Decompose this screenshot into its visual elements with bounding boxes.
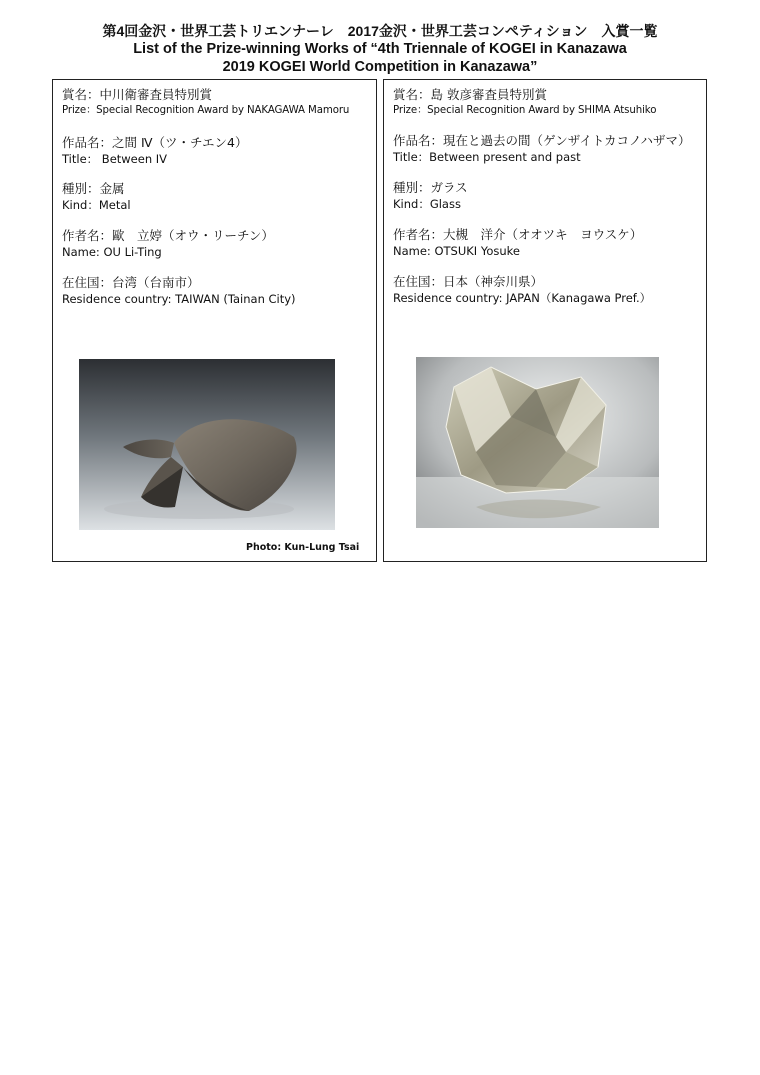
kind-en: Kind：Glass xyxy=(393,197,461,211)
residence-jp: 在住国：日本（神奈川県） xyxy=(393,274,544,289)
kind-field xyxy=(393,180,702,212)
residence-field xyxy=(62,275,372,307)
prize-jp: 賞名：中川衛審査員特別賞 xyxy=(62,87,213,102)
artwork-photo-glass-sculpture xyxy=(416,357,659,528)
artist-name-field xyxy=(393,227,702,259)
residence-field xyxy=(393,274,702,306)
kind-jp: 種別：ガラス xyxy=(393,180,468,195)
title-field xyxy=(62,135,372,167)
page-header xyxy=(0,22,760,76)
prize-en: Prize：Special Recognition Award by SHIMA Atsuhiko xyxy=(393,105,657,116)
header-title-en-line1: List of the Prize-winning Works of “4th Triennale of KOGEI in Kanazawa xyxy=(133,41,627,57)
artist-name-jp: 作者名：歐 立婷（オウ・リーチン） xyxy=(62,228,274,243)
entry-card-otsuki-yosuke xyxy=(383,79,707,562)
residence-en: Residence country: JAPAN（Kanagawa Pref.） xyxy=(393,291,652,305)
prize-en: Prize：Special Recognition Award by NAKAGAWA Mamoru xyxy=(62,105,350,116)
artist-name-en: Name: OU Li-Ting xyxy=(62,245,162,259)
artist-name-field xyxy=(62,228,372,260)
kind-jp: 種別：金属 xyxy=(62,181,125,196)
entry-card-ou-li-ting xyxy=(52,79,377,562)
title-field xyxy=(393,133,702,165)
residence-jp: 在住国：台湾（台南市） xyxy=(62,275,200,290)
artist-name-jp: 作者名：大槻 洋介（オオツキ ヨウスケ） xyxy=(393,227,643,242)
header-title-jp: 第4回金沢・世界工芸トリエンナーレ 2017金沢・世界工芸コンペティション 入賞一覧 xyxy=(102,23,658,39)
prize-jp: 賞名：島 敦彦審査員特別賞 xyxy=(393,87,547,102)
title-en: Title：Between present and past xyxy=(393,150,581,164)
title-jp: 作品名：現在と過去の間（ゲンザイトカコノハザマ） xyxy=(393,133,691,148)
artwork-photo-metal-sculpture xyxy=(79,359,335,530)
title-jp: 作品名：之間 Ⅳ（ツ・チエン4） xyxy=(62,135,248,150)
header-title-en-line2: 2019 KOGEI World Competition in Kanazawa” xyxy=(222,59,538,75)
kind-en: Kind：Metal xyxy=(62,198,131,212)
photo-credit: Photo: Kun-Lung Tsai xyxy=(246,542,360,553)
artist-name-en: Name: OTSUKI Yosuke xyxy=(393,244,520,258)
kind-field xyxy=(62,181,372,213)
prize-field xyxy=(62,87,372,119)
residence-en: Residence country: TAIWAN (Tainan City) xyxy=(62,292,296,306)
title-en: Title： Between IV xyxy=(62,152,168,166)
prize-field xyxy=(393,87,702,119)
